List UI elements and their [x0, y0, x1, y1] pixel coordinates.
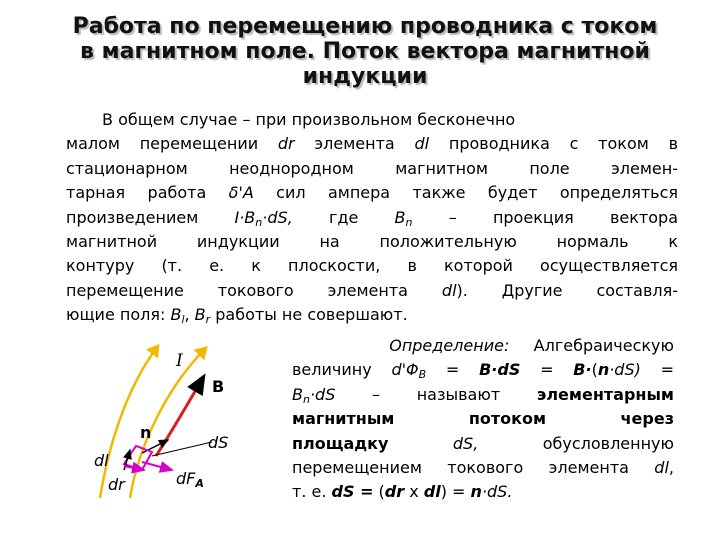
label-dl: dl: [94, 451, 109, 470]
para-line-3: стационарном неоднородном магнитном поле элемен-: [66, 158, 678, 178]
def-line-5: площадку dS, обусловленную: [292, 433, 674, 453]
label-normal-n: n: [140, 423, 152, 442]
para-line-6: магнитной индукции на положительную нормаль к: [66, 231, 678, 251]
para-line-1: В общем случае – при произвольном бесконечно: [102, 110, 516, 129]
para-line-4: тарная работа δ'A сил ампера также будет определяться: [66, 183, 678, 203]
label-dr: dr: [108, 475, 125, 494]
para-line-9: ющие поля: $B_l$, $B_r$ работы не совершают.: [66, 305, 408, 327]
def-line-4: магнитным потоком через: [292, 409, 674, 429]
title-line-1: Работа по перемещению проводника с током: [72, 14, 658, 39]
conductor-displacement-diagram: [86, 338, 286, 508]
para-line-5: произведением $I\cdot B_n\cdot dS$, где $B_n$ – проекция вектора: [66, 207, 678, 229]
label-field-B: B: [212, 377, 225, 396]
def-line-6: перемещением токового элемента dl,: [292, 457, 674, 477]
def-line-2: величину $d'\Phi_B = B\cdot dS = B\cdot(n\cdot dS)$ =: [292, 360, 675, 382]
label-current-I: I: [176, 351, 183, 371]
df-arrow: [142, 462, 172, 470]
def-line-1: Определение: Алгебраическую: [389, 336, 674, 355]
para-line-8: перемещение токового элемента dl). Другие составля-: [66, 280, 679, 300]
title-line-2: в магнитном поле. Поток вектора магнитной: [80, 39, 650, 64]
para-line-2: малом перемещении dr элемента dl проводника с током в: [66, 134, 678, 154]
def-line-7: т. е. dS = (dr x dl) = n·dS.: [292, 482, 513, 502]
field-line: [156, 376, 204, 456]
def-line-3: $B_n\cdot dS$ – называют элементарным: [292, 384, 674, 406]
label-dS: dS: [208, 433, 229, 452]
main-paragraph: [66, 108, 678, 328]
label-dF: dFA: [176, 469, 204, 490]
title-line-3: индукции: [302, 64, 428, 89]
definition-block: [292, 334, 674, 505]
slide-title: [30, 14, 700, 89]
para-line-7: контуру (т. е. к плоскости, в которой осуществляется: [66, 256, 678, 276]
